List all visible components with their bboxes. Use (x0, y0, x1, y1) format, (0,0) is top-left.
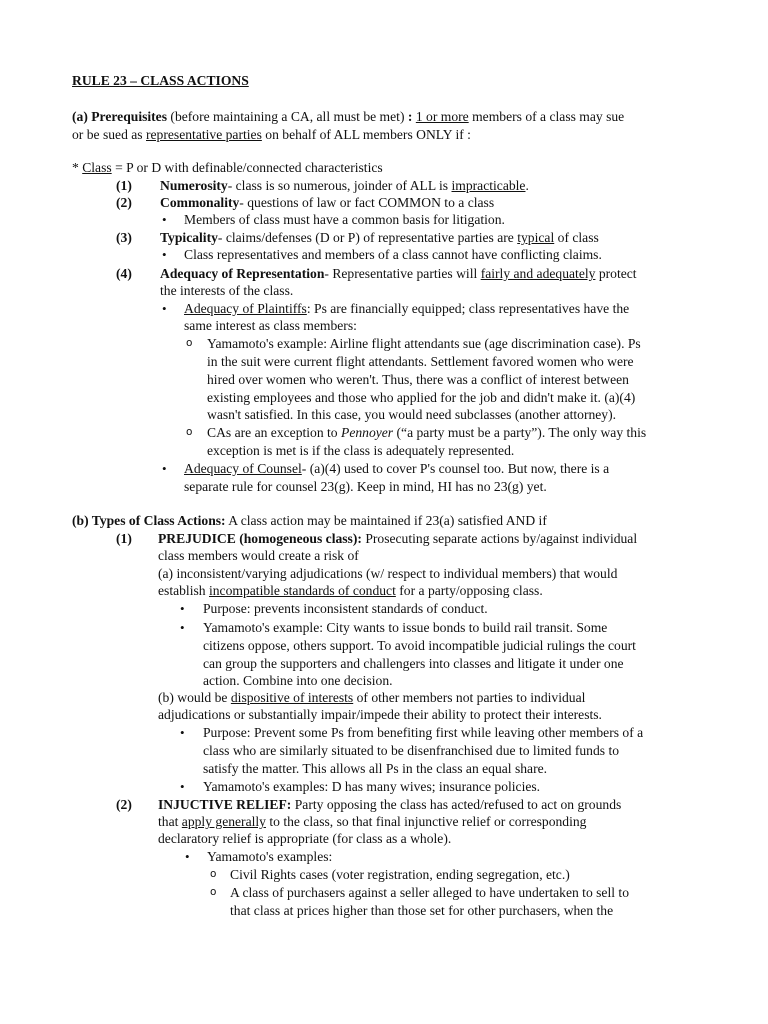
prejudice-line-1: PREJUDICE (homogeneous class): Prosecuting separate actions by/against individual (158, 531, 638, 546)
bullet-icon: • (162, 301, 167, 316)
prejudice-b-examples: Yamamoto's examples: D has many wives; insurance policies. (203, 779, 541, 794)
bullet-icon: • (180, 779, 185, 794)
item-number-2: (2) (116, 195, 132, 210)
circle-bullet-icon: o (210, 886, 217, 898)
civil-rights-example: Civil Rights cases (voter registration, ending segregation, etc.) (230, 867, 570, 882)
bullet-icon: • (162, 461, 167, 476)
commonality-line: Commonality- questions of law or fact COMMON to a class (160, 195, 495, 210)
typicality-bullet: Class representatives and members of a class cannot have conflicting claims. (184, 247, 602, 262)
adequacy-of-plaintiffs-line-1: Adequacy of Plaintiffs: Ps are financially equipped; class representatives have the (184, 301, 630, 316)
numerosity-line: Numerosity- class is so numerous, joinder of ALL is impracticable. (160, 178, 529, 193)
bullet-icon: • (185, 849, 190, 864)
adequacy-line-1: Adequacy of Representation- Representative parties will fairly and adequately protect (160, 266, 637, 281)
type-number-1: (1) (116, 531, 132, 546)
injunctive-line-1: INJUCTIVE RELIEF: Party opposing the class has acted/refused to act on grounds (158, 797, 622, 812)
prerequisites-line-1: (a) Prerequisites (before maintaining a CA, all must be met) : 1 or more members of a class may sue (72, 109, 625, 124)
types-heading: (b) Types of Class Actions: A class action may be maintained if 23(a) satisfied AND if (72, 513, 547, 528)
circle-bullet-icon: o (186, 426, 193, 438)
page-title: RULE 23 – CLASS ACTIONS (72, 73, 249, 88)
bullet-icon: • (180, 620, 185, 635)
item-number-3: (3) (116, 230, 132, 245)
injunctive-line-2: that apply generally to the class, so that final injunctive relief or corresponding (158, 814, 587, 829)
pennoyer-line-2: exception is met is if the class is adequately represented. (207, 443, 515, 458)
airline-example-line-5: wasn't satisfied. In this case, you would need subclasses (another attorney). (207, 407, 617, 422)
bullet-icon: • (180, 601, 185, 616)
item-number-4: (4) (116, 266, 132, 281)
adequacy-line-2: the interests of the class. (160, 283, 294, 298)
prejudice-b-line-1: (b) would be dispositive of interests of other members not parties to individual (158, 690, 586, 705)
airline-example-line-1: Yamamoto's example: Airline flight attendants sue (age discrimination case). Ps (207, 336, 641, 351)
prejudice-b-purpose-line-2: class who are similarly situated to be disenfranchised due to limited funds to (203, 743, 620, 758)
adequacy-of-counsel-line-2: separate rule for counsel 23(g). Keep in mind, HI has no 23(g) yet. (184, 479, 547, 494)
airline-example-line-3: hired over women who weren't. Thus, there was a conflict of interest between (207, 372, 629, 387)
rail-example-line-4: action. Combine into one decision. (203, 673, 393, 688)
commonality-bullet: Members of class must have a common basis for litigation. (184, 212, 505, 227)
airline-example-line-4: existing employees and those who applied for the job and didn't make it. (a)(4) (207, 390, 636, 405)
prejudice-b-purpose-line-3: satisfy the matter. This allows all Ps in the class an equal share. (203, 761, 548, 776)
prejudice-a-line-1: (a) inconsistent/varying adjudications (w/ respect to individual members) that would (158, 566, 618, 581)
circle-bullet-icon: o (210, 868, 217, 880)
pennoyer-line-1: CAs are an exception to Pennoyer (“a party must be a party”). The only way this (207, 425, 647, 440)
item-number-1: (1) (116, 178, 132, 193)
rail-example-line-2: citizens oppose, others support. To avoid incompatible judicial rulings the court (203, 638, 636, 653)
injunctive-examples: Yamamoto's examples: (207, 849, 333, 864)
purchasers-example-line-2: that class at prices higher than those set for other purchasers, when the (230, 903, 614, 918)
airline-example-line-2: in the suit were current flight attendants. Settlement favored women who were (207, 354, 634, 369)
bullet-icon: • (162, 247, 167, 262)
adequacy-of-plaintiffs-line-2: same interest as class members: (184, 318, 357, 333)
injunctive-line-3: declaratory relief is appropriate (for class as a whole). (158, 831, 452, 846)
type-number-2: (2) (116, 797, 132, 812)
prerequisites-line-2: or be sued as representative parties on behalf of ALL members ONLY if : (72, 127, 471, 142)
class-definition: * Class = P or D with definable/connected characteristics (72, 160, 383, 175)
circle-bullet-icon: o (186, 337, 193, 349)
prejudice-b-line-2: adjudications or substantially impair/impede their ability to protect their interests. (158, 707, 602, 722)
bullet-icon: • (162, 212, 167, 227)
prejudice-a-line-2: establish incompatible standards of conduct for a party/opposing class. (158, 583, 543, 598)
bullet-icon: • (180, 725, 185, 740)
rail-example-line-1: Yamamoto's example: City wants to issue bonds to build rail transit. Some (203, 620, 608, 635)
prejudice-line-2: class members would create a risk of (158, 548, 359, 563)
adequacy-of-counsel-line-1: Adequacy of Counsel- (a)(4) used to cover P's counsel too. But now, there is a (184, 461, 610, 476)
prejudice-a-purpose: Purpose: prevents inconsistent standards of conduct. (203, 601, 488, 616)
prejudice-b-purpose-line-1: Purpose: Prevent some Ps from benefiting first while leaving other members of a (203, 725, 644, 740)
typicality-line: Typicality- claims/defenses (D or P) of representative parties are typical of class (160, 230, 599, 245)
purchasers-example-line-1: A class of purchasers against a seller alleged to have undertaken to sell to (230, 885, 629, 900)
rail-example-line-3: can group the supporters and challengers into classes and litigate it under one (203, 656, 624, 671)
